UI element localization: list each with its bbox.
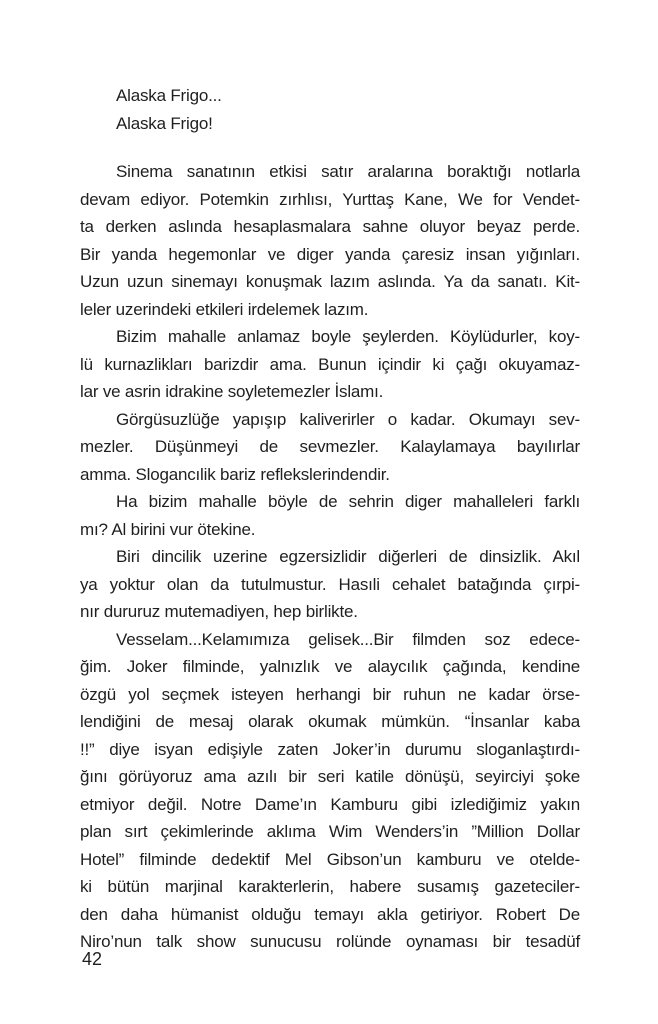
text-line: devam ediyor. Potemkin zırhlısı, Yurttaş Kane, We for Vendet- (80, 189, 580, 209)
text-line: Hotel” filminde dedektif Mel Gibson’un kamburu ve otelde- (80, 849, 580, 869)
text-line: ğim. Joker filminde, yalnızlık ve alaycılık çağında, kendine (80, 657, 580, 676)
paragraph (80, 323, 580, 406)
text-line: Bir yanda hegemonlar ve diger yanda çaresiz insan yığınları. (80, 244, 580, 264)
text-line: özgü yol seçmek isteyen herhangi bir ruhun ne kadar örse- (80, 684, 580, 704)
text-line: Bizim mahalle anlamaz boyle şeylerden. Köylüdurler, koy- (116, 327, 580, 346)
text-line: Uzun uzun sinemayı konuşmak lazım aslında. Ya da sanatı. Kit- (80, 272, 580, 291)
text-line: ya yoktur olan da tutulmustur. Hasıli cehalet batağında çırpi- (80, 574, 580, 594)
paragraph (80, 488, 580, 543)
text-line: Vesselam...Kelamımıza gelisek...Bir filmden soz edece- (116, 629, 580, 649)
text-line: nır dururuz mutemadiyen, hep birlikte. (80, 602, 358, 621)
body-paragraphs (80, 158, 580, 956)
text-line: leler uzerindeki etkileri irdelemek lazım. (80, 299, 369, 319)
text-line: ğını görüyoruz ama azılı bir seri katile dönüşü, seyirciyi şoke (80, 767, 580, 786)
text-line: den daha hümanist olduğu temayı akla getiriyor. Robert De (80, 904, 580, 924)
text-line: !!” diye isyan edişiyle zaten Joker’in durumu sloganlaştırdı- (80, 739, 580, 759)
text-line: plan sırt çekimlerinde aklıma Wim Wenders’in ”Million Dollar (80, 822, 580, 841)
text-line: ta derken aslında hesaplasmalara sahne oluyor beyaz perde. (80, 217, 580, 236)
opening-line: Alaska Frigo! (116, 113, 213, 133)
text-line: Görgüsuzlüğe yapışıp kaliverirler o kadar. Okumayı sev- (116, 409, 580, 429)
text-line: Ha bizim mahalle böyle de sehrin diger mahalleleri farklı (116, 492, 580, 511)
paragraph (80, 406, 580, 489)
opening-line: Alaska Frigo... (116, 86, 222, 105)
paragraph (80, 543, 580, 626)
text-line: lendiğini de mesaj olarak okumak mümkün. “İnsanlar kaba (80, 712, 580, 731)
text-line: Sinema sanatının etkisi satır aralarına boraktığı notlarla (116, 162, 580, 181)
opening-lines (80, 82, 580, 137)
text-line: Biri dincilik uzerine egzersizlidir diğerleri de dinsizlik. Akıl (116, 547, 580, 566)
text-line: mezler. Düşünmeyi de sevmezler. Kalaylamaya bayılırlar (80, 437, 580, 456)
text-line: mı? Al birini vur ötekine. (80, 519, 256, 539)
text-line: amma. Slogancılik bariz reflekslerindendir. (80, 464, 390, 484)
text-line: lar ve asrin idrakine soyletemezler İslamı. (80, 382, 384, 401)
text-line: etmiyor değil. Notre Dame’ın Kamburu gibi izlediğimiz yakın (80, 794, 580, 814)
text-line: Niro’nun talk show sunucusu rolünde oynaması bir tesadüf (80, 932, 580, 951)
paragraph (80, 158, 580, 323)
paragraph (80, 626, 580, 956)
text-line: ki bütün marjinal karakterlerin, habere susamış gazeteciler- (80, 877, 580, 896)
text-line: lü kurnazlikları barizdir ama. Bunun içindir ki çağı okuyamaz- (80, 354, 580, 374)
page-number: 42 (82, 949, 103, 969)
